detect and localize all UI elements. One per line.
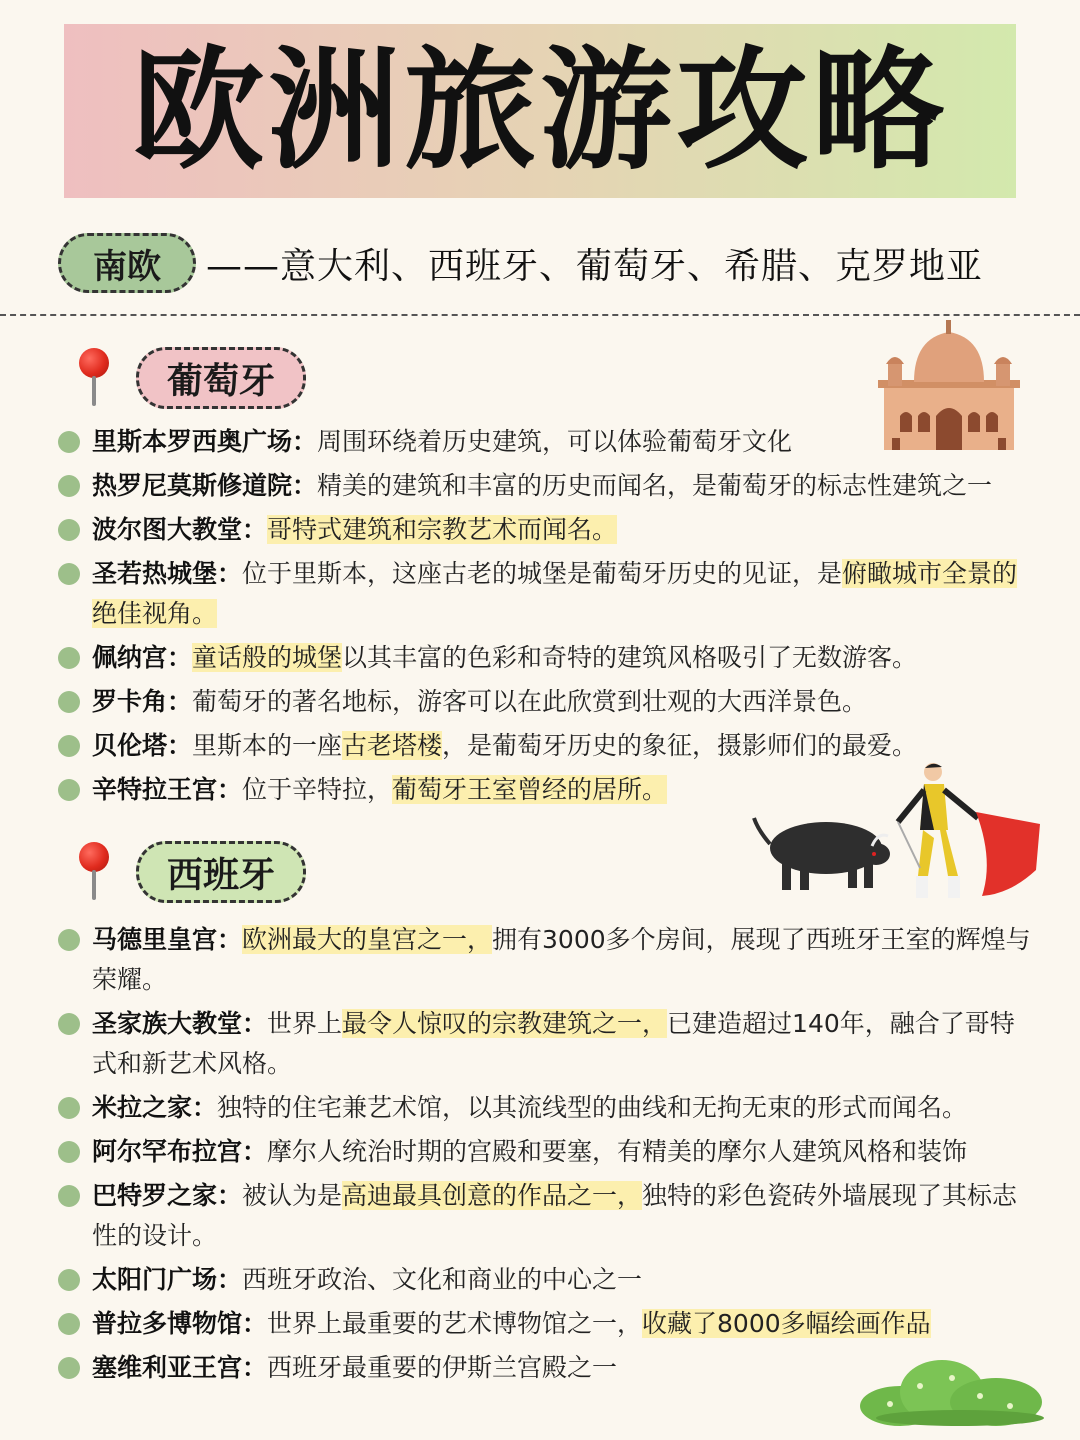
map-pin-icon — [72, 346, 116, 410]
region-row — [58, 232, 983, 294]
item-highlight: 葡萄牙王室曾经的居所。 — [392, 775, 668, 804]
bullet-dot-icon — [58, 475, 80, 497]
item-desc: 葡萄牙的著名地标，游客可以在此欣赏到壮观的大西洋景色。 — [192, 687, 868, 716]
bullet-dot-icon — [58, 735, 80, 757]
item-desc: 精美的建筑和丰富的历史而闻名，是葡萄牙的标志性建筑之一 — [317, 471, 993, 500]
spain-list — [58, 920, 1038, 1392]
item-desc: 以其丰富的色彩和奇特的建筑风格吸引了无数游客。 — [342, 643, 918, 672]
section-header-portugal — [72, 346, 306, 410]
title-banner — [64, 24, 1016, 198]
item-label: 里斯本罗西奥广场： — [92, 427, 318, 456]
item-label: 佩纳宫： — [92, 643, 193, 672]
bullet-dot-icon — [58, 647, 80, 669]
item-desc: 被认为是 — [242, 1181, 343, 1210]
bullet-dot-icon — [58, 563, 80, 585]
item-desc: 独特的彩色瓷砖外墙展现了其标志性的设计。 — [92, 1181, 1018, 1250]
list-item — [58, 638, 1038, 678]
item-desc: 周围环绕着历史建筑，可以体验葡萄牙文化 — [317, 427, 793, 456]
item-desc: 世界上 — [267, 1009, 343, 1038]
item-highlight: 古老塔楼 — [342, 731, 443, 760]
bullet-dot-icon — [58, 1357, 80, 1379]
item-label: 波尔图大教堂： — [92, 515, 268, 544]
bullet-dot-icon — [58, 691, 80, 713]
region-tag: 南欧 — [58, 233, 196, 293]
item-desc: 位于里斯本，这座古老的城堡是葡萄牙历史的见证，是 — [242, 559, 843, 588]
item-label: 米拉之家： — [92, 1093, 218, 1122]
item-label: 太阳门广场： — [92, 1265, 243, 1294]
item-label: 塞维利亚王宫： — [92, 1353, 268, 1382]
item-label: 贝伦塔： — [92, 731, 193, 760]
item-label: 马德里皇宫： — [92, 925, 243, 954]
bullet-dot-icon — [58, 1097, 80, 1119]
item-desc: 里斯本的一座 — [192, 731, 343, 760]
item-desc: 世界上最重要的艺术博物馆之一， — [267, 1309, 643, 1338]
bullet-dot-icon — [58, 431, 80, 453]
item-label: 罗卡角： — [92, 687, 193, 716]
item-desc: 西班牙政治、文化和商业的中心之一 — [242, 1265, 643, 1294]
item-desc: 西班牙最重要的伊斯兰宫殿之一 — [267, 1353, 618, 1382]
region-countries: ——意大利、西班牙、葡萄牙、希腊、克罗地亚 — [206, 245, 984, 287]
bullet-dot-icon — [58, 1313, 80, 1335]
item-highlight: 最令人惊叹的宗教建筑之一， — [342, 1009, 668, 1038]
list-item — [58, 1132, 1038, 1172]
list-item — [58, 1176, 1038, 1256]
list-item — [58, 1088, 1038, 1128]
bullet-dot-icon — [58, 519, 80, 541]
item-desc: ，是葡萄牙历史的象征，摄影师们的最爱。 — [442, 731, 918, 760]
item-desc: 摩尔人统治时期的宫殿和要塞，有精美的摩尔人建筑风格和装饰 — [267, 1137, 968, 1166]
item-desc: 位于辛特拉， — [242, 775, 393, 804]
item-desc: 独特的住宅兼艺术馆，以其流线型的曲线和无拘无束的形式而闻名。 — [217, 1093, 968, 1122]
item-highlight: 高迪最具创意的作品之一， — [342, 1181, 643, 1210]
section-header-spain — [72, 840, 306, 904]
item-highlight: 欧洲最大的皇宫之一， — [242, 925, 493, 954]
item-label: 圣若热城堡： — [92, 559, 243, 588]
page-title: 欧洲旅游攻略 — [132, 34, 948, 188]
item-label: 阿尔罕布拉宫： — [92, 1137, 268, 1166]
list-item — [58, 554, 1038, 634]
section-title-spain: 西班牙 — [136, 841, 306, 903]
item-highlight: 收藏了8000多幅绘画作品 — [642, 1309, 931, 1338]
bullet-dot-icon — [58, 1185, 80, 1207]
list-item — [58, 1260, 1038, 1300]
item-desc: 已建造超过140年，融合了哥特式和新艺术风格。 — [92, 1009, 1015, 1078]
list-item — [58, 1004, 1038, 1084]
item-label: 巴特罗之家： — [92, 1181, 243, 1210]
bullet-dot-icon — [58, 1013, 80, 1035]
item-label: 辛特拉王宫： — [92, 775, 243, 804]
list-item — [58, 920, 1038, 1000]
bullfight-illustration-icon — [748, 760, 1048, 906]
list-item — [58, 510, 1038, 550]
bullet-dot-icon — [58, 929, 80, 951]
bullet-dot-icon — [58, 1141, 80, 1163]
bullet-dot-icon — [58, 779, 80, 801]
list-item — [58, 466, 1038, 506]
item-label: 圣家族大教堂： — [92, 1009, 268, 1038]
item-highlight: 俯瞰城市全景的绝佳视角。 — [92, 559, 1018, 628]
item-highlight: 童话般的城堡 — [192, 643, 343, 672]
item-label: 普拉多博物馆： — [92, 1309, 268, 1338]
section-title-portugal: 葡萄牙 — [136, 347, 306, 409]
bullet-dot-icon — [58, 1269, 80, 1291]
list-item — [58, 1304, 1038, 1344]
map-pin-icon — [72, 840, 116, 904]
item-label: 热罗尼莫斯修道院： — [92, 471, 318, 500]
portugal-list — [58, 422, 1038, 814]
dashed-divider — [0, 314, 1080, 316]
list-item — [58, 422, 1038, 462]
item-desc: 拥有3000多个房间，展现了西班牙王室的辉煌与荣耀。 — [92, 925, 1031, 994]
item-highlight: 哥特式建筑和宗教艺术而闻名。 — [267, 515, 618, 544]
bush-illustration-icon — [860, 1352, 1044, 1426]
list-item — [58, 682, 1038, 722]
